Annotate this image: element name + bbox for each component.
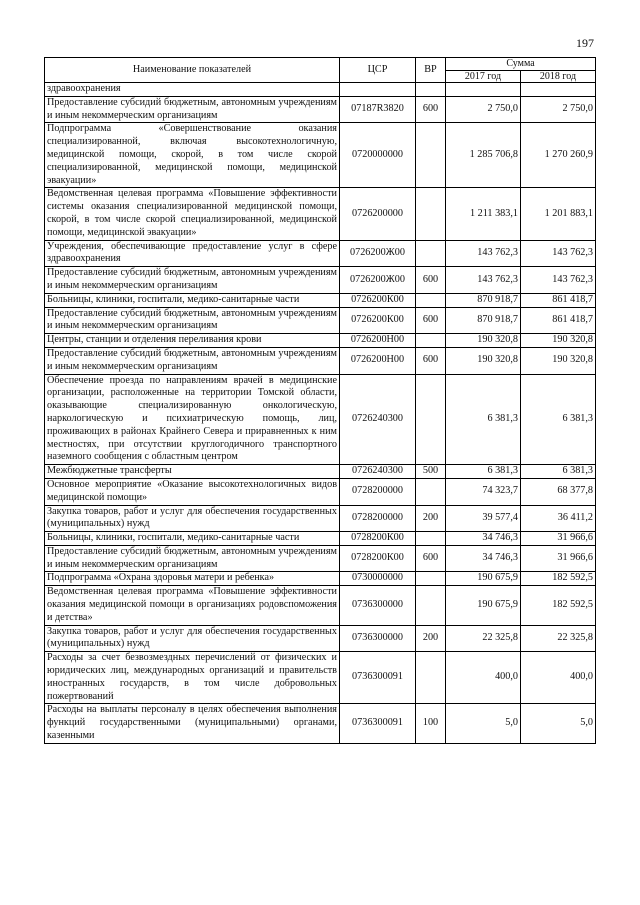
row-sum-2017: 870 918,7 bbox=[446, 307, 521, 334]
row-csr: 0726200000 bbox=[340, 188, 416, 240]
table-row bbox=[45, 334, 596, 348]
row-name: Межбюджетные трансферты bbox=[45, 465, 340, 479]
row-vr bbox=[416, 123, 446, 188]
row-sum-2018: 36 411,2 bbox=[521, 505, 596, 532]
row-name: Ведомственная целевая программа «Повышение эффективности оказания медицинской помощи в организациях родовспоможения и детства» bbox=[45, 586, 340, 625]
row-csr: 0728200000 bbox=[340, 478, 416, 505]
row-name: Подпрограмма «Охрана здоровья матери и ребенка» bbox=[45, 572, 340, 586]
row-csr: 0726200К00 bbox=[340, 293, 416, 307]
row-vr: 600 bbox=[416, 267, 446, 294]
row-sum-2018 bbox=[521, 83, 596, 97]
row-name: Закупка товаров, работ и услуг для обеспечения государственных (муниципальных) нужд bbox=[45, 625, 340, 652]
row-sum-2017: 190 320,8 bbox=[446, 334, 521, 348]
row-sum-2018: 190 320,8 bbox=[521, 347, 596, 374]
row-name: Предоставление субсидий бюджетным, автономным учреждениям и иным некоммерческим организациям bbox=[45, 347, 340, 374]
table-row bbox=[45, 96, 596, 123]
row-sum-2018: 861 418,7 bbox=[521, 307, 596, 334]
row-name: здравоохранения bbox=[45, 83, 340, 97]
row-sum-2018: 6 381,3 bbox=[521, 374, 596, 465]
table-row bbox=[45, 347, 596, 374]
row-csr: 07187R3820 bbox=[340, 96, 416, 123]
row-sum-2018: 182 592,5 bbox=[521, 586, 596, 625]
row-csr: 0720000000 bbox=[340, 123, 416, 188]
table-row bbox=[45, 188, 596, 240]
row-csr: 0726200Ж00 bbox=[340, 267, 416, 294]
table-header bbox=[45, 58, 596, 83]
table-row bbox=[45, 267, 596, 294]
row-name: Предоставление субсидий бюджетным, автономным учреждениям и иным некоммерческим организациям bbox=[45, 96, 340, 123]
table-row bbox=[45, 293, 596, 307]
header-vr: ВР bbox=[416, 58, 446, 83]
row-vr: 100 bbox=[416, 704, 446, 743]
row-sum-2017: 400,0 bbox=[446, 652, 521, 704]
table-row bbox=[45, 465, 596, 479]
row-sum-2018: 31 966,6 bbox=[521, 545, 596, 572]
row-sum-2018: 31 966,6 bbox=[521, 532, 596, 546]
row-vr bbox=[416, 572, 446, 586]
row-name: Предоставление субсидий бюджетным, автономным учреждениям и иным некоммерческим организациям bbox=[45, 267, 340, 294]
row-name: Центры, станции и отделения переливания крови bbox=[45, 334, 340, 348]
row-csr: 0726200Н00 bbox=[340, 334, 416, 348]
row-csr: 0728200К00 bbox=[340, 532, 416, 546]
row-sum-2017: 870 918,7 bbox=[446, 293, 521, 307]
table-row bbox=[45, 652, 596, 704]
table-row bbox=[45, 572, 596, 586]
row-vr: 200 bbox=[416, 625, 446, 652]
row-sum-2017: 143 762,3 bbox=[446, 240, 521, 267]
row-sum-2017: 39 577,4 bbox=[446, 505, 521, 532]
row-name: Обеспечение проезда по направлениям врачей в медицинские организации, расположенные на территории Томской области, оказывающие специализированную онкологическую, наркологическую и психиатрическую помощь, лиц, проживающих в районах Крайнего Севера и приравненных к ним местностях, при отсутствии круглогодичного транспортного наземного сообщения с областным центром bbox=[45, 374, 340, 465]
row-sum-2017: 6 381,3 bbox=[446, 465, 521, 479]
row-sum-2018: 1 270 260,9 bbox=[521, 123, 596, 188]
row-vr bbox=[416, 334, 446, 348]
row-csr: 0736300000 bbox=[340, 586, 416, 625]
row-sum-2018: 143 762,3 bbox=[521, 240, 596, 267]
row-vr bbox=[416, 586, 446, 625]
row-name: Закупка товаров, работ и услуг для обеспечения государственных (муниципальных) нужд bbox=[45, 505, 340, 532]
row-vr bbox=[416, 478, 446, 505]
row-name: Основное мероприятие «Оказание высокотехнологичных видов медицинской помощи» bbox=[45, 478, 340, 505]
row-sum-2017: 190 675,9 bbox=[446, 572, 521, 586]
row-sum-2017: 34 746,3 bbox=[446, 532, 521, 546]
header-year-2018: 2018 год bbox=[521, 70, 596, 83]
row-sum-2017: 143 762,3 bbox=[446, 267, 521, 294]
row-sum-2018: 190 320,8 bbox=[521, 334, 596, 348]
row-vr bbox=[416, 374, 446, 465]
row-sum-2017: 22 325,8 bbox=[446, 625, 521, 652]
row-sum-2017: 74 323,7 bbox=[446, 478, 521, 505]
row-csr: 0726200К00 bbox=[340, 307, 416, 334]
table-row bbox=[45, 505, 596, 532]
row-csr: 0726240300 bbox=[340, 465, 416, 479]
row-vr bbox=[416, 293, 446, 307]
row-name: Подпрограмма «Совершенствование оказания специализированной, включая высокотехнологичную, медицинской помощи, скорой, в том числе скорой специализированной, медицинской помощи, медицинской эвакуации» bbox=[45, 123, 340, 188]
row-name: Ведомственная целевая программа «Повышение эффективности системы оказания специализированной медицинской помощи, скорой, в том числе скорой специализированной, медицинской помощи, медицинской эвакуации» bbox=[45, 188, 340, 240]
row-csr: 0736300000 bbox=[340, 625, 416, 652]
table-row bbox=[45, 586, 596, 625]
row-vr: 500 bbox=[416, 465, 446, 479]
row-name: Больницы, клиники, госпитали, медико-санитарные части bbox=[45, 532, 340, 546]
row-sum-2017: 190 675,9 bbox=[446, 586, 521, 625]
row-name: Учреждения, обеспечивающие предоставление услуг в сфере здравоохранения bbox=[45, 240, 340, 267]
table-row bbox=[45, 83, 596, 97]
table-row bbox=[45, 478, 596, 505]
row-csr: 0726200Н00 bbox=[340, 347, 416, 374]
budget-table bbox=[44, 57, 596, 744]
row-vr: 200 bbox=[416, 505, 446, 532]
row-vr bbox=[416, 532, 446, 546]
row-sum-2017: 1 211 383,1 bbox=[446, 188, 521, 240]
row-sum-2018: 6 381,3 bbox=[521, 465, 596, 479]
row-csr bbox=[340, 83, 416, 97]
row-vr: 600 bbox=[416, 545, 446, 572]
row-csr: 0728200000 bbox=[340, 505, 416, 532]
row-csr: 0730000000 bbox=[340, 572, 416, 586]
table-row bbox=[45, 123, 596, 188]
row-sum-2018: 2 750,0 bbox=[521, 96, 596, 123]
row-sum-2017: 5,0 bbox=[446, 704, 521, 743]
row-sum-2018: 5,0 bbox=[521, 704, 596, 743]
table-row bbox=[45, 374, 596, 465]
row-csr: 0726200Ж00 bbox=[340, 240, 416, 267]
row-vr bbox=[416, 83, 446, 97]
row-sum-2017: 1 285 706,8 bbox=[446, 123, 521, 188]
row-sum-2018: 400,0 bbox=[521, 652, 596, 704]
row-name: Предоставление субсидий бюджетным, автономным учреждениям и иным некоммерческим организациям bbox=[45, 545, 340, 572]
table-row bbox=[45, 307, 596, 334]
row-sum-2018: 22 325,8 bbox=[521, 625, 596, 652]
row-csr: 0736300091 bbox=[340, 652, 416, 704]
table-row bbox=[45, 545, 596, 572]
table-body bbox=[45, 83, 596, 744]
row-vr: 600 bbox=[416, 307, 446, 334]
row-name: Расходы на выплаты персоналу в целях обеспечения выполнения функций государственными (муниципальными) органами, казенными bbox=[45, 704, 340, 743]
row-name: Больницы, клиники, госпитали, медико-санитарные части bbox=[45, 293, 340, 307]
row-sum-2017 bbox=[446, 83, 521, 97]
row-csr: 0728200К00 bbox=[340, 545, 416, 572]
row-sum-2018: 143 762,3 bbox=[521, 267, 596, 294]
row-vr bbox=[416, 188, 446, 240]
row-vr: 600 bbox=[416, 96, 446, 123]
row-sum-2017: 34 746,3 bbox=[446, 545, 521, 572]
row-sum-2017: 190 320,8 bbox=[446, 347, 521, 374]
row-sum-2018: 68 377,8 bbox=[521, 478, 596, 505]
header-sum: Сумма bbox=[446, 58, 596, 71]
row-vr bbox=[416, 240, 446, 267]
row-sum-2018: 182 592,5 bbox=[521, 572, 596, 586]
table-row bbox=[45, 532, 596, 546]
row-sum-2017: 6 381,3 bbox=[446, 374, 521, 465]
row-sum-2018: 1 201 883,1 bbox=[521, 188, 596, 240]
table-row bbox=[45, 625, 596, 652]
header-csr: ЦСР bbox=[340, 58, 416, 83]
row-sum-2018: 861 418,7 bbox=[521, 293, 596, 307]
row-csr: 0726240300 bbox=[340, 374, 416, 465]
row-name: Предоставление субсидий бюджетным, автономным учреждениям и иным некоммерческим организациям bbox=[45, 307, 340, 334]
table-row bbox=[45, 704, 596, 743]
page-number: 197 bbox=[576, 36, 594, 50]
row-vr bbox=[416, 652, 446, 704]
row-name: Расходы за счет безвозмездных перечислений от физических и юридических лиц, международных организаций и правительств иностранных государств, в том числе добровольных пожертвований bbox=[45, 652, 340, 704]
header-name: Наименование показателей bbox=[45, 58, 340, 83]
table-row bbox=[45, 240, 596, 267]
row-csr: 0736300091 bbox=[340, 704, 416, 743]
header-year-2017: 2017 год bbox=[446, 70, 521, 83]
row-sum-2017: 2 750,0 bbox=[446, 96, 521, 123]
row-vr: 600 bbox=[416, 347, 446, 374]
